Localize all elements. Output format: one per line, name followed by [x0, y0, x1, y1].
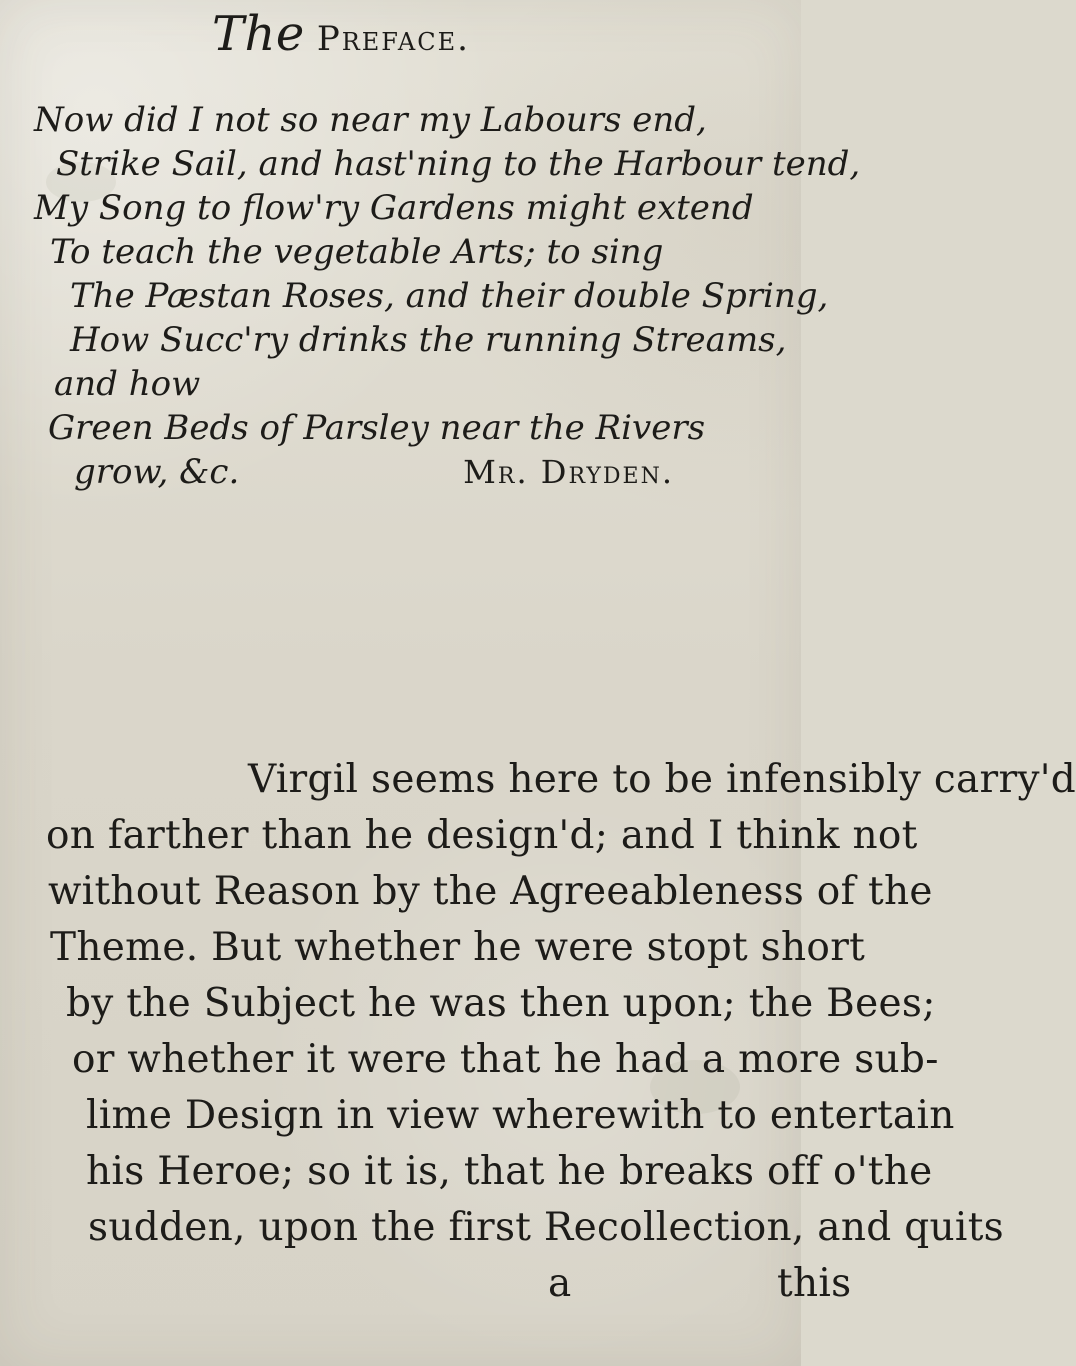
prose-line: or whether it were that he had a more sub-: [72, 1037, 939, 1082]
prose-line: by the Subject he was then upon; the Bees;: [66, 981, 936, 1026]
poem-line: The Pæstan Roses, and their double Spring,: [70, 276, 829, 316]
poem-line: Now did I not so near my Labours end,: [34, 100, 707, 140]
prose-line: on farther than he design'd; and I think not: [46, 813, 918, 858]
prose-line: Theme. But whether he were stopt short: [50, 925, 866, 970]
poem-line: How Succ'ry drinks the running Streams,: [70, 320, 787, 360]
catchword-prefix: a: [548, 1261, 572, 1306]
quoted-poem: [34, 98, 861, 494]
prose-line: [248, 752, 1076, 808]
page-header: [212, 6, 470, 62]
prose-line: without Reason by the Agreeableness of the: [48, 869, 933, 914]
preface-prose: [18, 752, 1076, 1312]
poem-line: To teach the vegetable Arts; to sing: [50, 232, 664, 272]
catchword-line: [548, 1256, 852, 1312]
prose-line: lime Design in view wherewith to entertain: [86, 1093, 955, 1138]
poem-line: My Song to flow'ry Gardens might extend: [34, 188, 754, 228]
prose-text: Virgil seems here to be infensibly carry'd: [248, 757, 1076, 802]
poem-line: grow, &c.: [74, 452, 240, 492]
prose-line: sudden, upon the first Recollection, and quits: [88, 1205, 1004, 1250]
poem-last-line: [74, 450, 674, 494]
poem-line: Green Beds of Parsley near the Rivers: [48, 408, 706, 448]
poem-attribution: Mr. Dryden.: [463, 453, 674, 491]
prose-line: his Heroe; so it is, that he breaks off o'the: [86, 1149, 933, 1194]
poem-line: and how: [54, 364, 201, 404]
header-the-word: The: [212, 6, 305, 62]
header-preface-title: Preface.: [316, 19, 470, 59]
poem-line: Strike Sail, and hast'ning to the Harbour tend,: [56, 144, 861, 184]
catchword: this: [776, 1261, 852, 1306]
